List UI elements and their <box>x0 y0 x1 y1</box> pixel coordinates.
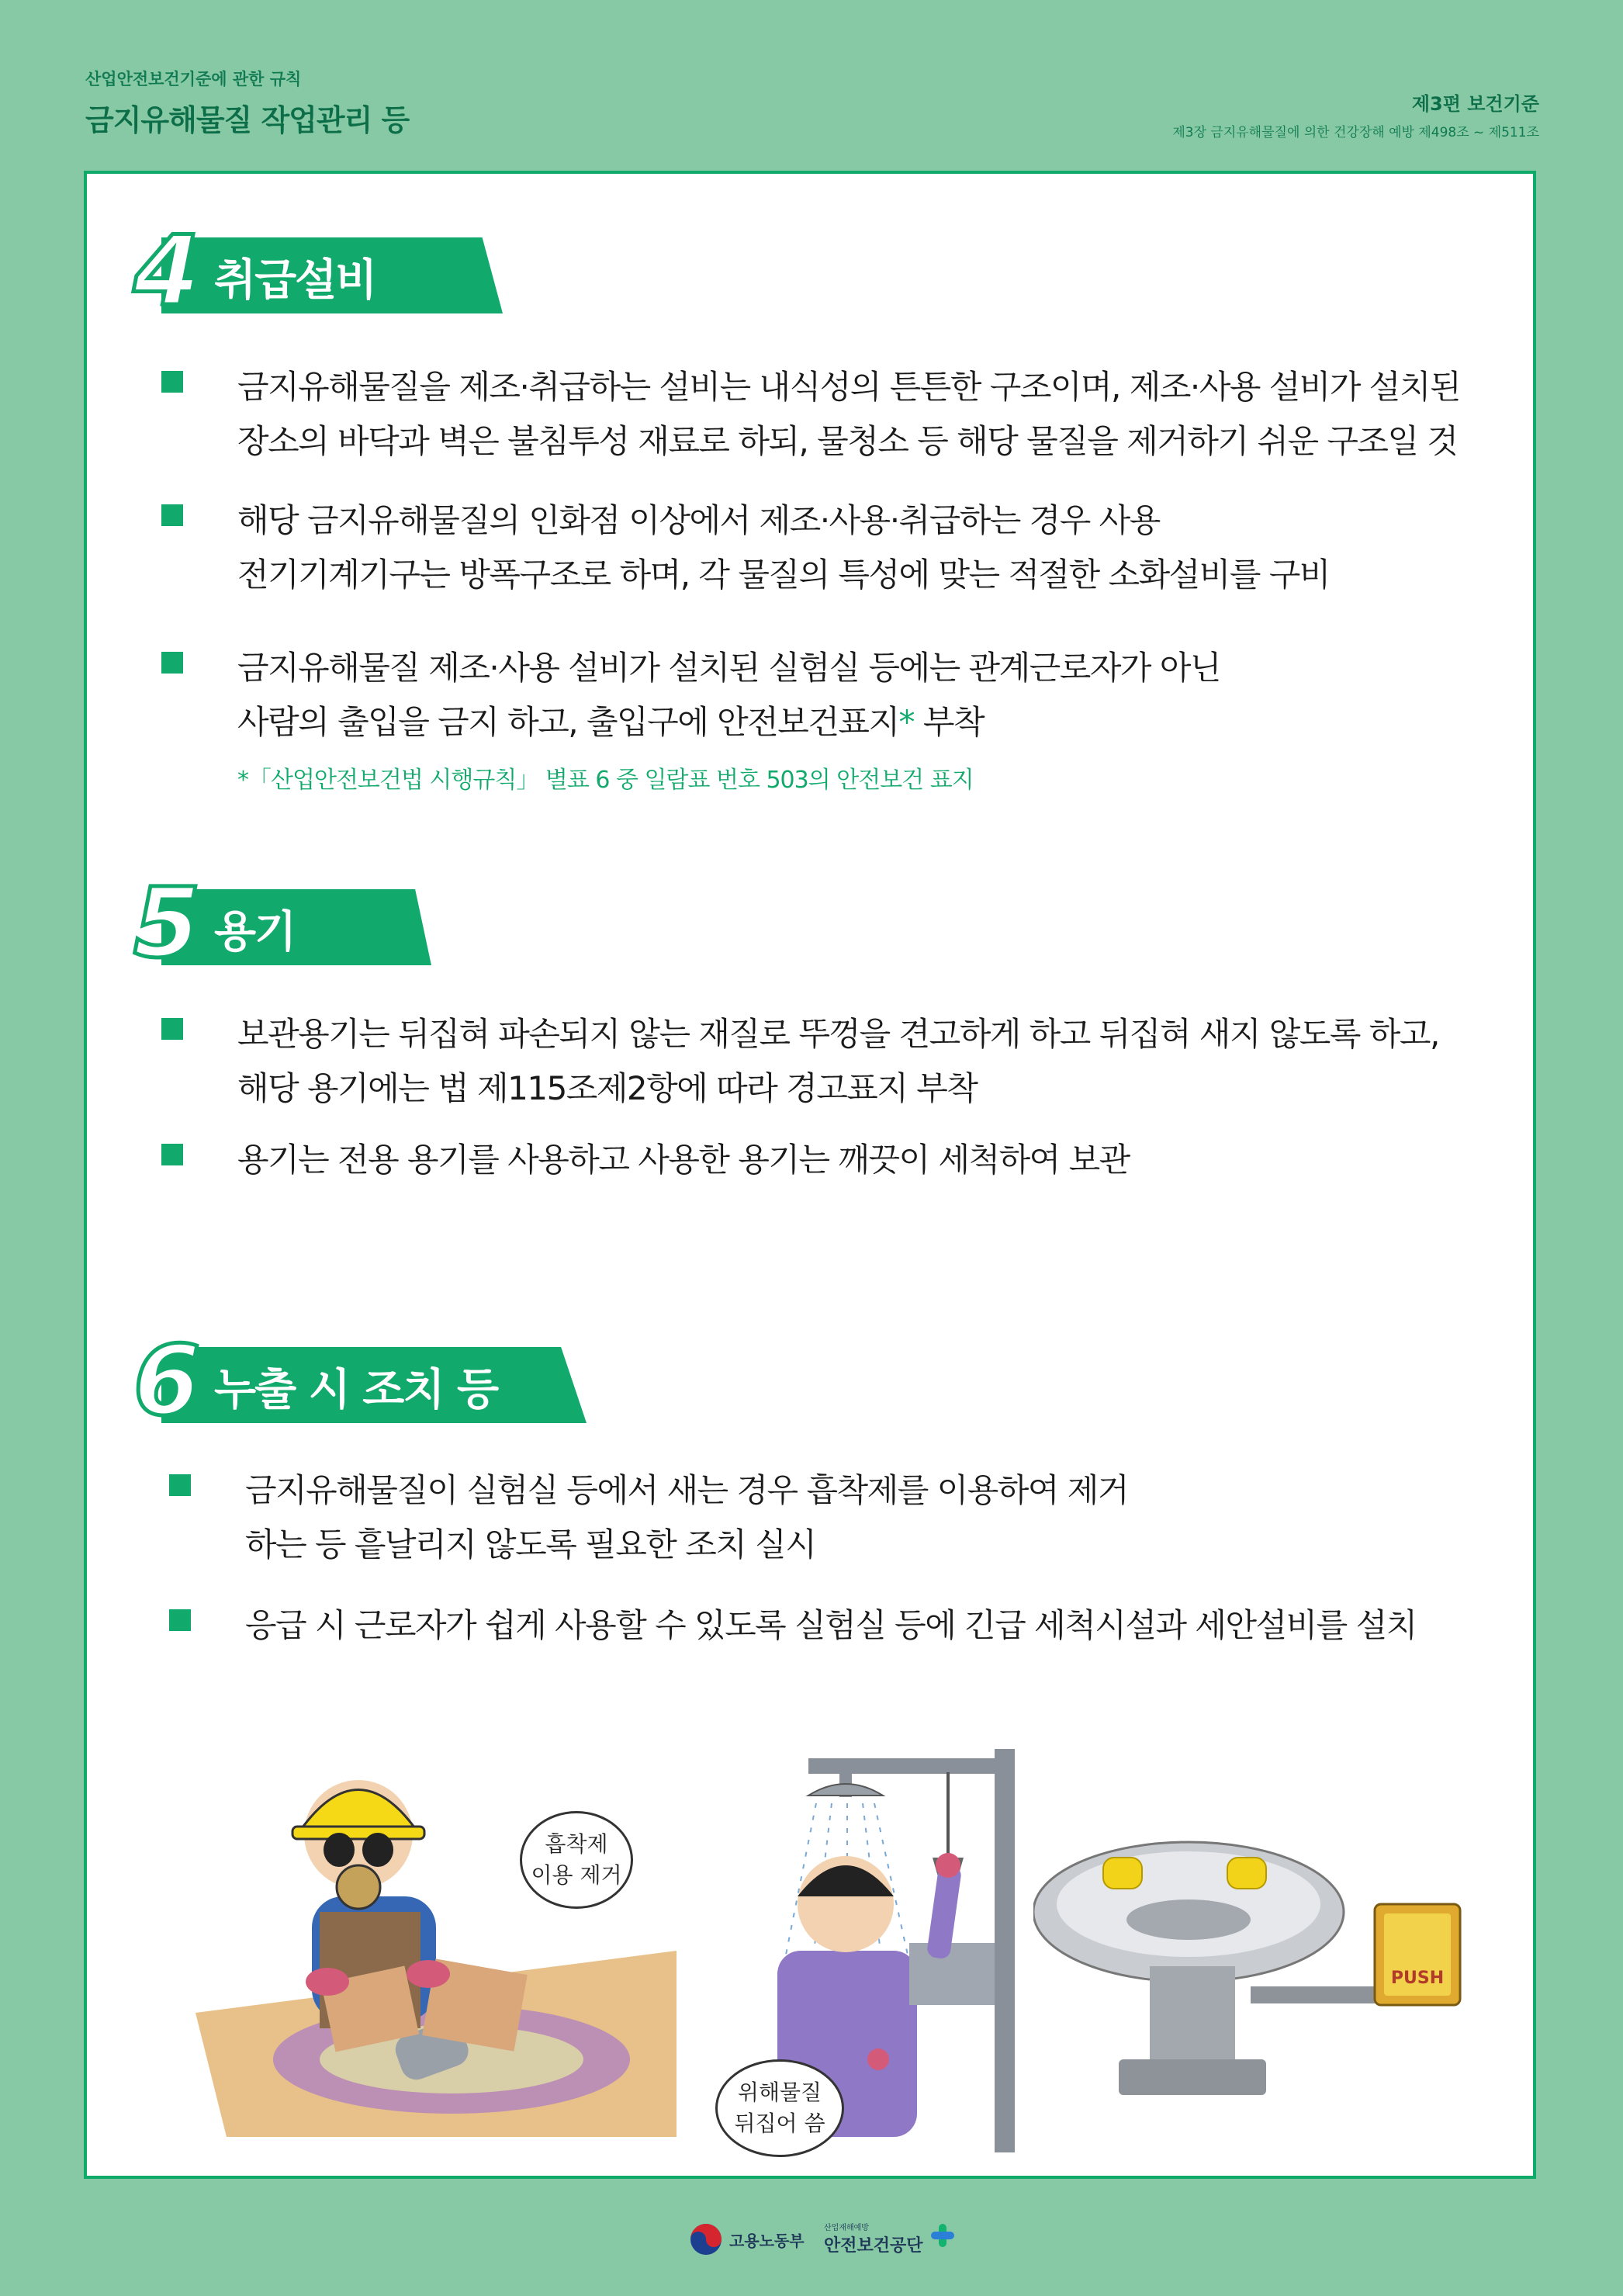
section-title: 용기 <box>214 907 296 958</box>
item-line: 사람의 출입을 금지 하고, 출입구에 안전보건표지 <box>237 703 899 741</box>
emergency-shower-illustration <box>607 1749 1072 2152</box>
agency-small-label: 산업재해예방 <box>824 2224 869 2232</box>
item-line: 전기기계기구는 방폭구조로 하며, 각 물질의 특성에 맞는 적절한 소화설비를 구비 <box>237 556 1330 594</box>
ministry-name: 고용노동부 <box>729 2231 805 2250</box>
item-line-suffix: 부착 <box>914 703 985 741</box>
item-line: 금지유해물질 제조·사용 설비가 설치된 실험실 등에는 관계근로자가 아닌 <box>237 649 1220 687</box>
item-line: 금지유해물질을 제조·취급하는 설비는 내식성의 튼튼한 구조이며, 제조·사용 설비가 설치된 <box>237 368 1461 406</box>
taegeuk-icon <box>689 2222 723 2256</box>
regulation-subtitle: 산업안전보건기준에 관한 규칙 <box>85 70 302 88</box>
speech-bubble <box>715 2059 844 2157</box>
item-line: 하는 등 흩날리지 않도록 필요한 조치 실시 <box>245 1525 816 1564</box>
bullet-square-icon <box>161 1144 183 1165</box>
item-line: 장소의 바닥과 벽은 불침투성 재료로 하되, 물청소 등 해당 물질을 제거하기 쉬운 구조일 것 <box>237 422 1458 460</box>
section-title: 누출 시 조치 등 <box>214 1365 498 1415</box>
item-line: 해당 용기에는 법 제115조제2항에 따라 경고표지 부착 <box>237 1069 978 1107</box>
ministry-logo <box>689 2222 805 2256</box>
content-panel <box>84 171 1536 2179</box>
agency-cross-icon <box>928 2221 957 2256</box>
footnote: *「산업안전보건법 시행규칙」 별표 6 중 일람표 번호 503의 안전보건 표지 <box>237 767 974 794</box>
bullet-square-icon <box>161 371 183 393</box>
bullet-square-icon <box>161 1018 183 1040</box>
section-number: 5 <box>133 867 201 979</box>
eyewash-station-illustration <box>1033 1803 1483 2114</box>
agency-name: 안전보건공단 <box>824 2236 923 2256</box>
item-line: 해당 금지유해물질의 인화점 이상에서 제조·사용·취급하는 경우 사용 <box>237 501 1160 539</box>
item-line: 응급 시 근로자가 쉽게 사용할 수 있도록 실험실 등에 긴급 세척시설과 세안설비를 설치 <box>245 1606 1417 1644</box>
section-banner <box>161 889 431 965</box>
agency-logo <box>824 2221 957 2256</box>
bullet-square-icon <box>169 1474 191 1496</box>
bullet-square-icon <box>161 504 183 526</box>
worker-cleanup-icon <box>196 1749 677 2137</box>
bubble-line: 뒤집어 씀 <box>734 2111 825 2136</box>
bubble-line: 흡착제 <box>545 1831 608 1857</box>
push-label: PUSH <box>1390 1969 1445 1988</box>
footer <box>0 2218 1623 2264</box>
footnote-mark: * <box>898 703 915 741</box>
item-line: 금지유해물질이 실험실 등에서 새는 경우 흡착제를 이용하여 제거 <box>245 1471 1128 1509</box>
bubble-line: 이용 제거 <box>531 1862 622 1888</box>
item-line: 용기는 전용 용기를 사용하고 사용한 용기는 깨끗이 세척하여 보관 <box>237 1141 1130 1179</box>
bullet-square-icon <box>169 1609 191 1631</box>
section-number: 4 <box>133 216 201 327</box>
section-number: 6 <box>133 1325 201 1437</box>
page-title: 금지유해물질 작업관리 등 <box>85 103 410 137</box>
absorbent-cleanup-illustration <box>196 1749 677 2137</box>
chapter-label: 제3장 금지유해물질에 의한 건강장해 예방 제498조 ~ 제511조 <box>1172 125 1539 140</box>
section-title: 취급설비 <box>214 255 376 306</box>
bubble-line: 위해물질 <box>737 2080 822 2105</box>
part-label: 제3편 보건기준 <box>1411 93 1539 115</box>
item-line: 보관용기는 뒤집혀 파손되지 않는 재질로 뚜껑을 견고하게 하고 뒤집혀 새지 않도록 하고, <box>237 1015 1439 1053</box>
bullet-square-icon <box>161 652 183 674</box>
eyewash-station-icon <box>1033 1803 1483 2114</box>
